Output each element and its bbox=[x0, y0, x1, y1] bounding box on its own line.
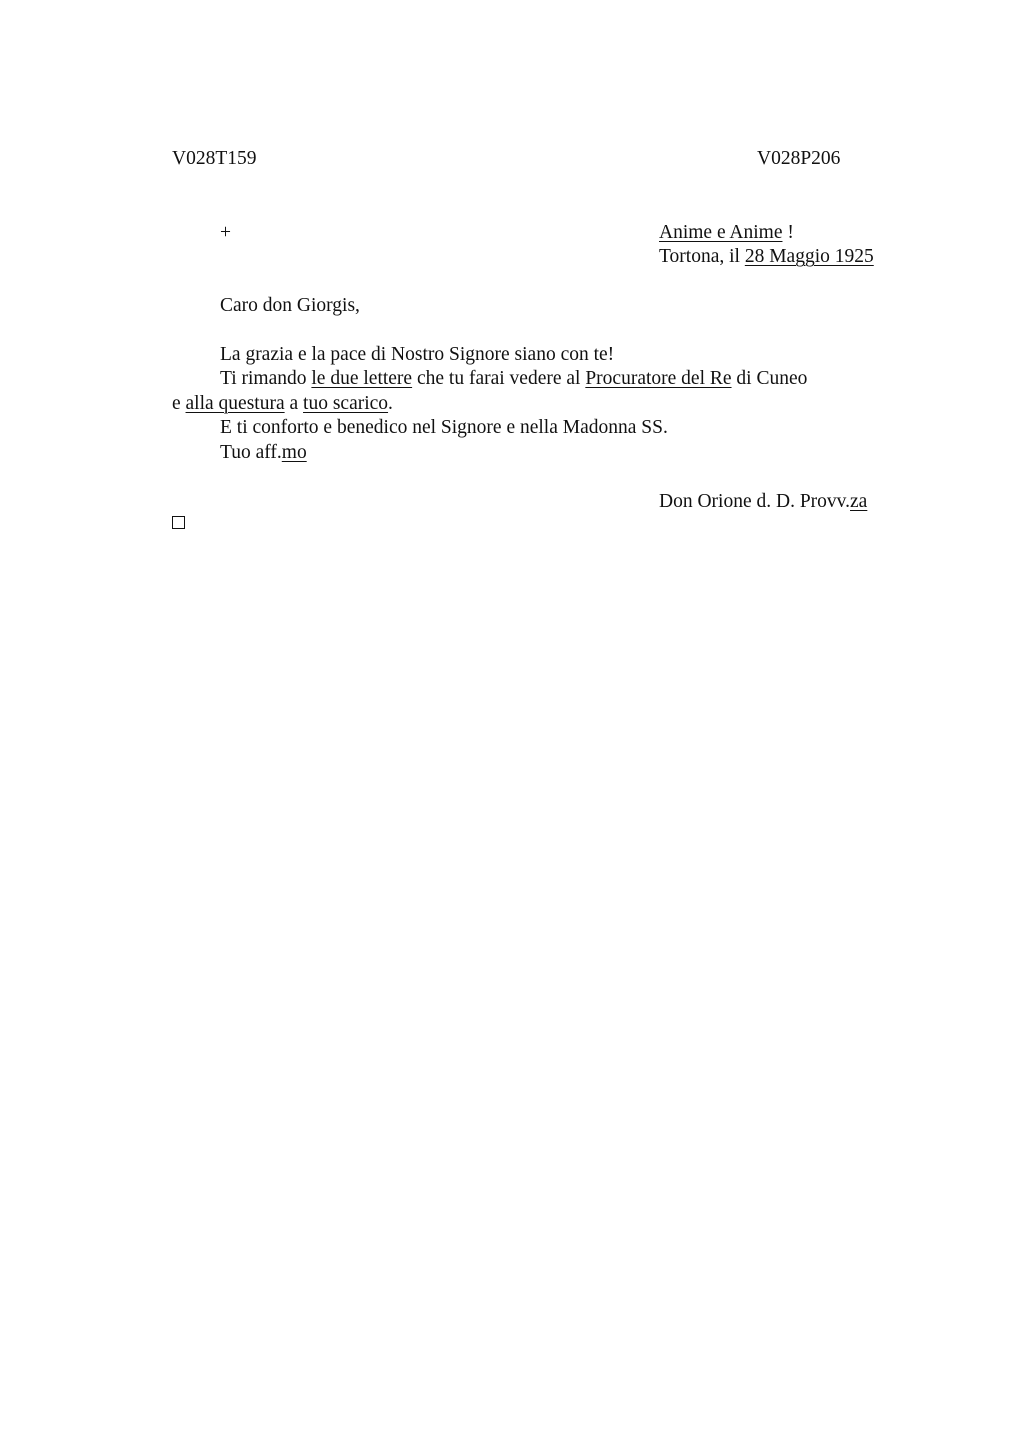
body-line-2-text-2: che tu farai vedere al bbox=[412, 368, 586, 389]
body-line-2-underline-1: le due lettere bbox=[311, 368, 413, 389]
motto-text: Anime e Anime bbox=[659, 222, 783, 243]
body-line-3-text-2: a bbox=[284, 393, 304, 414]
place-date bbox=[659, 247, 874, 267]
place-label: Tortona, il bbox=[659, 246, 745, 267]
body-line-3 bbox=[172, 394, 393, 414]
motto bbox=[659, 223, 794, 243]
document-code-right: V028P206 bbox=[757, 148, 841, 169]
signature-suffix: za bbox=[850, 491, 868, 512]
body-line-4: E ti conforto e benedico nel Signore e nella Madonna SS. bbox=[220, 417, 668, 438]
body-line-3-text-3: . bbox=[388, 393, 393, 414]
cross-symbol: + bbox=[220, 222, 231, 243]
closing-suffix: mo bbox=[281, 442, 307, 463]
closing-text: Tuo aff. bbox=[220, 442, 282, 463]
signature bbox=[659, 492, 867, 512]
body-line-2-text-1: Ti rimando bbox=[220, 368, 312, 389]
body-line-1: La grazia e la pace di Nostro Signore siano con te! bbox=[220, 344, 615, 365]
body-line-3-underline-2: tuo scarico bbox=[303, 393, 389, 414]
body-line-2-text-3: di Cuneo bbox=[731, 368, 808, 389]
empty-box-marker bbox=[172, 516, 185, 529]
body-line-2-underline-2: Procuratore del Re bbox=[585, 368, 732, 389]
salutation: Caro don Giorgis, bbox=[220, 295, 360, 316]
document-code-left: V028T159 bbox=[172, 148, 257, 169]
body-line-3-underline-1: alla questura bbox=[185, 393, 285, 414]
body-line-3-text-1: e bbox=[172, 393, 186, 414]
letter-date: 28 Maggio 1925 bbox=[744, 246, 874, 267]
signature-text: Don Orione d. D. Provv. bbox=[659, 491, 851, 512]
closing bbox=[220, 443, 307, 463]
body-line-2 bbox=[220, 369, 807, 389]
motto-exclamation: ! bbox=[782, 222, 794, 243]
